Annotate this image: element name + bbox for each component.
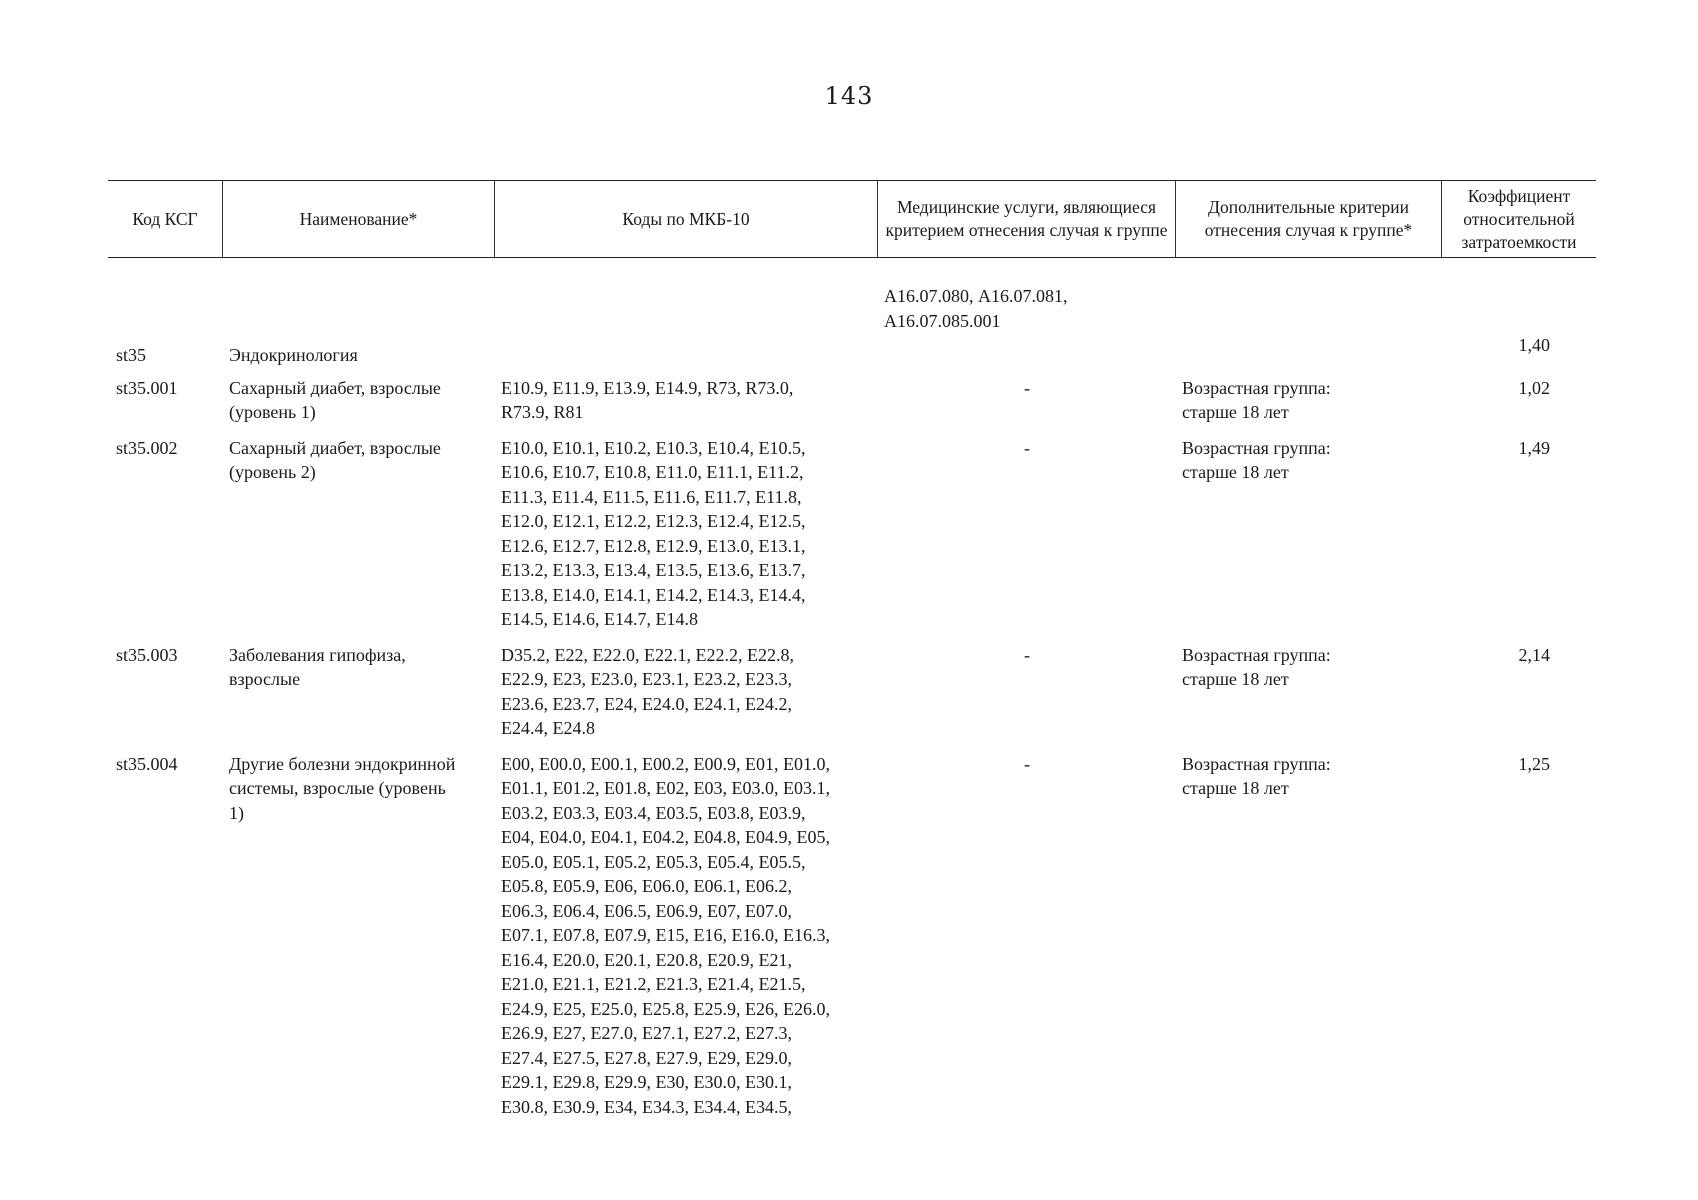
row-icd: D35.2, E22, E22.0, E22.1, E22.2, E22.8, E22.9, E23, E23.0, E23.1, E23.2, E23.3, E23.6, E23.7, E24, E24.0, E24.1, E24.2, E24.4, E24.8 — [501, 644, 794, 738]
row-name: Сахарный диабет, взрослые (уровень 2) — [229, 437, 441, 482]
continuation-row — [108, 284, 1596, 333]
table-row — [108, 376, 1596, 425]
row-code: st35.003 — [116, 644, 178, 665]
row-services: - — [1024, 377, 1030, 398]
section-coef: 1,40 — [1518, 335, 1550, 355]
row-criteria: Возрастная группа: старше 18 лет — [1182, 377, 1331, 422]
row-criteria: Возрастная группа: старше 18 лет — [1182, 644, 1331, 689]
row-coef: 1,02 — [1518, 377, 1550, 398]
table-row — [108, 643, 1596, 741]
row-code: st35.004 — [116, 753, 178, 774]
row-coef: 1,25 — [1518, 753, 1550, 774]
header-coefficient: Коэффициент относительной затратоемкости — [1461, 185, 1577, 252]
row-name: Другие болезни эндокринной системы, взрослые (уровень 1) — [229, 753, 456, 823]
header-ksg-code: Код КСГ — [108, 181, 223, 257]
table-row — [108, 752, 1596, 1120]
table-row — [108, 436, 1596, 632]
row-code: st35.001 — [116, 377, 178, 398]
row-icd: E10.0, E10.1, E10.2, E10.3, E10.4, E10.5, E10.6, E10.7, E10.8, E11.0, E11.1, E11.2, E11.3, E11.4, E11.5, E11.6, E11.7, E11.8, E12.0, E12.1, E12.2, E12.3, E12.4, E12.5, E12.6, E12.7, E12.8, E12.9, E13.0, E13.1, E13.2, E13.3, E13.4, E13.5, E13.6, E13.7, E13.8, E14.0, E14.1, E14.2, E14.3, E14.4, E14.5, E14.6, E14.7, E14.8 — [501, 437, 806, 629]
table-body — [108, 284, 1596, 1119]
row-name: Сахарный диабет, взрослые (уровень 1) — [229, 377, 441, 422]
header-icd-codes: Коды по МКБ-10 — [495, 181, 878, 257]
row-criteria: Возрастная группа: старше 18 лет — [1182, 437, 1331, 482]
section-code: st35 — [116, 345, 147, 365]
row-services: - — [1024, 644, 1030, 665]
table-header — [108, 180, 1596, 258]
row-services: - — [1024, 753, 1030, 774]
header-additional-criteria: Дополнительные критерии отнесения случая к группе* — [1176, 181, 1442, 257]
row-code: st35.002 — [116, 437, 178, 458]
row-services: - — [1024, 437, 1030, 458]
row-coef: 2,14 — [1518, 644, 1550, 665]
section-row — [108, 335, 1596, 368]
row-name: Заболевания гипофиза, взрослые — [229, 644, 406, 689]
section-name: Эндокринология — [229, 345, 358, 365]
row-coef: 1,49 — [1518, 437, 1550, 458]
header-medical-services: Медицинские услуги, являющиеся критерием отнесения случая к группе — [878, 181, 1176, 257]
continuation-services: А16.07.080, А16.07.081, А16.07.085.001 — [884, 286, 1068, 331]
row-icd: E00, E00.0, E00.1, E00.2, E00.9, E01, E01.0, E01.1, E01.2, E01.8, E02, E03, E03.0, E03.1, E03.2, E03.3, E03.4, E03.5, E03.8, E03.9, E04, E04.0, E04.1, E04.2, E04.8, E04.9, E05, E05.0, E05.1, E05.2, E05.3, E05.4, E05.5, E05.8, E05.9, E06, E06.0, E06.1, E06.2, E06.3, E06.4, E06.5, E06.9, E07, E07.0, E07.1, E07.8, E07.9, E15, E16, E16.0, E16.3, E16.4, E20.0, E20.1, E20.8, E20.9, E21, E21.0, E21.1, E21.2, E21.3, E21.4, E21.5, E24.9, E25, E25.0, E25.8, E25.9, E26, E26.0, E26.9, E27, E27.0, E27.1, E27.2, E27.3, E27.4, E27.5, E27.8, E27.9, E29, E29.0, E29.1, E29.8, E29.9, E30, E30.0, E30.1, E30.8, E30.9, E34, E34.3, E34.4, E34.5, — [501, 753, 830, 1117]
row-icd: E10.9, E11.9, E13.9, E14.9, R73, R73.0, R73.9, R81 — [501, 377, 794, 422]
header-name: Наименование* — [223, 181, 495, 257]
row-criteria: Возрастная группа: старше 18 лет — [1182, 753, 1331, 798]
ksg-table — [108, 180, 1596, 1130]
page-number: 143 — [824, 82, 874, 110]
